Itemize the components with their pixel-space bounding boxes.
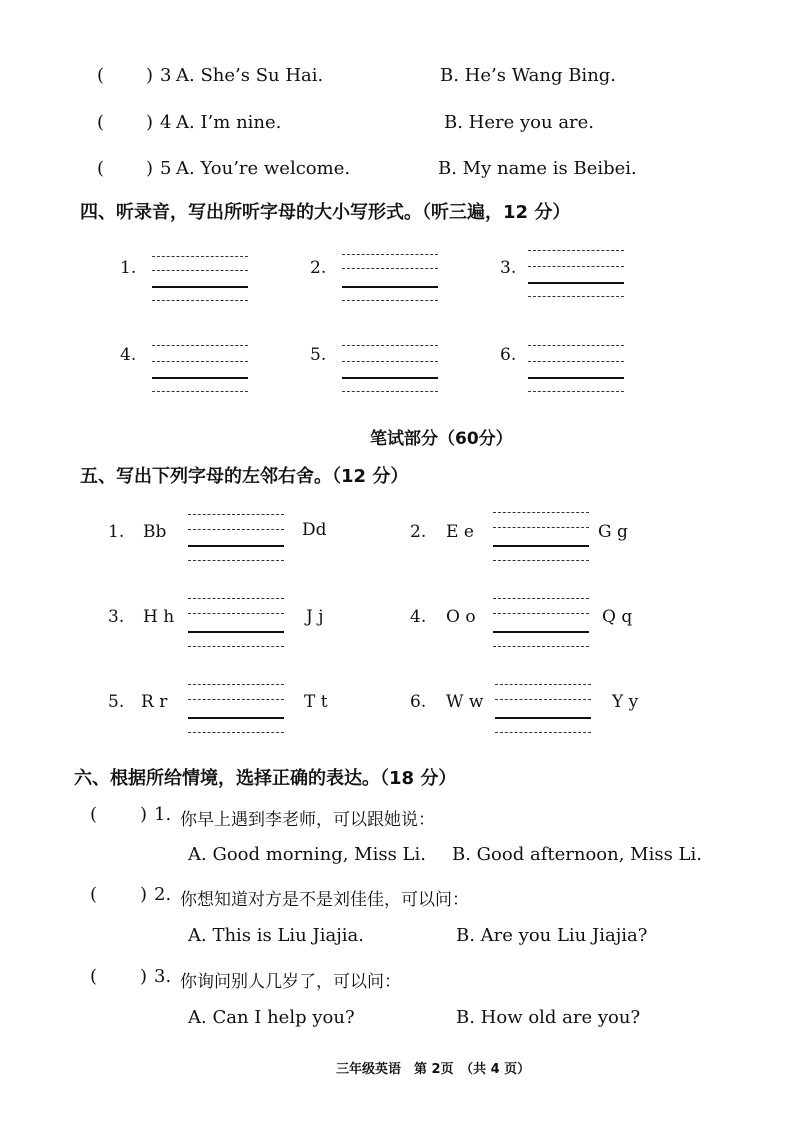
right-letter: T t [304,692,328,712]
writing-grid[interactable] [495,684,591,732]
left-letter: W w [446,692,484,712]
item-label: 1. [120,258,137,278]
writing-grid[interactable] [188,684,284,732]
writing-grid[interactable] [528,345,624,393]
answer-paren-open: ( [90,804,98,825]
question-number: 3. [154,966,172,987]
question-prompt: 你想知道对方是不是刘佳佳，可以问： [180,890,469,910]
option-b: B. My name is Beibei. [438,158,637,179]
option-b: B. Are you Liu Jiajia? [456,925,648,946]
written-part-heading: 笔试部分（60分） [370,429,513,449]
answer-paren-close: ) [140,966,148,987]
option-b: B. How old are you? [456,1007,641,1028]
option-a: A. She’s Su Hai. [176,65,324,86]
writing-grid[interactable] [342,254,438,302]
question-prompt: 你询问别人几岁了，可以问： [180,972,401,992]
option-a: A. I’m nine. [176,112,282,133]
question-number: 4 [160,112,172,133]
option-b: B. Here you are. [444,112,595,133]
item-label: 3. [500,258,517,278]
item-number: 3. [108,607,125,627]
writing-grid[interactable] [493,512,589,560]
right-letter: G g [598,522,628,542]
section-4-title: 四、听录音，写出所听字母的大小写形式。（听三遍，12 分） [80,202,571,223]
writing-grid[interactable] [188,514,284,562]
answer-paren-close: ) [146,112,154,133]
left-letter: O o [446,607,476,627]
answer-paren-open: ( [97,158,105,179]
right-letter: Dd [302,520,327,540]
item-label: 4. [120,345,137,365]
question-number: 2. [154,884,172,905]
writing-grid[interactable] [528,250,624,298]
answer-paren-open: ( [90,884,98,905]
writing-grid[interactable] [152,256,248,304]
left-letter: Bb [143,522,167,542]
question-number: 5 [160,158,172,179]
answer-paren-close: ) [140,884,148,905]
option-b: B. He’s Wang Bing. [440,65,617,86]
item-number: 6. [410,692,427,712]
page-footer: 三年级英语 第 2页 （共 4 页） [336,1062,531,1077]
section-5-title: 五、写出下列字母的左邻右舍。（12 分） [80,466,409,487]
answer-paren-open: ( [90,966,98,987]
option-a: A. This is Liu Jiajia. [188,925,364,946]
answer-paren-close: ) [140,804,148,825]
left-letter: H h [143,607,175,627]
right-letter: J j [306,607,324,627]
item-number: 1. [108,522,125,542]
option-b: B. Good afternoon, Miss Li. [452,844,702,865]
writing-grid[interactable] [188,598,284,646]
section-6-title: 六、根据所给情境，选择正确的表达。（18 分） [74,768,457,789]
option-a: A. Good morning, Miss Li. [188,844,426,865]
writing-grid[interactable] [152,345,248,393]
item-label: 6. [500,345,517,365]
right-letter: Y y [612,692,639,712]
question-prompt: 你早上遇到李老师，可以跟她说： [180,810,435,830]
left-letter: R r [141,692,168,712]
question-number: 1. [154,804,172,825]
right-letter: Q q [602,607,633,627]
item-number: 2. [410,522,427,542]
option-a: A. Can I help you? [188,1007,355,1028]
item-label: 5. [310,345,327,365]
left-letter: E e [446,522,474,542]
option-a: A. You’re welcome. [176,158,351,179]
answer-paren-close: ) [146,158,154,179]
answer-paren-close: ) [146,65,154,86]
answer-paren-open: ( [97,65,105,86]
answer-paren-open: ( [97,112,105,133]
item-number: 4. [410,607,427,627]
writing-grid[interactable] [493,598,589,646]
item-number: 5. [108,692,125,712]
item-label: 2. [310,258,327,278]
question-number: 3 [160,65,172,86]
writing-grid[interactable] [342,345,438,393]
